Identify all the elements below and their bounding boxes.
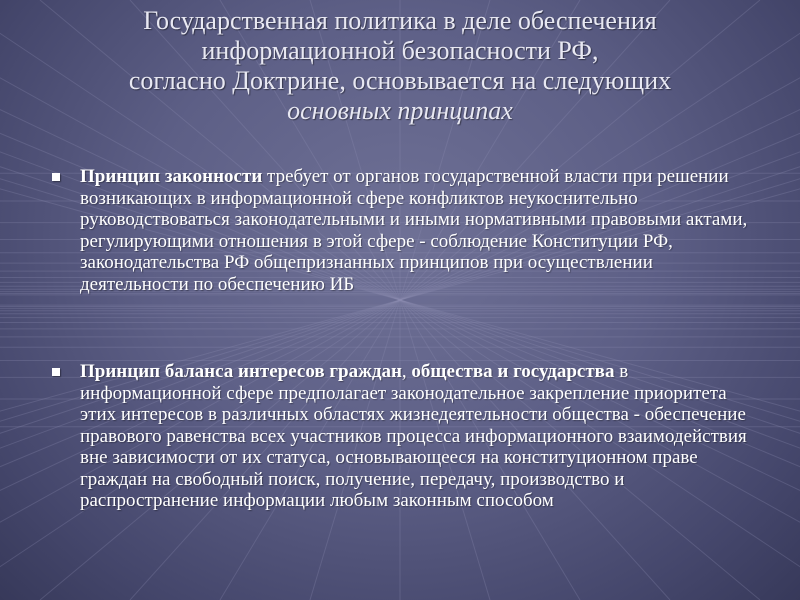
square-bullet-icon bbox=[52, 173, 60, 181]
principles-list bbox=[48, 166, 760, 512]
title-line-2: информационной безопасности РФ, bbox=[201, 36, 599, 65]
square-bullet-icon bbox=[52, 368, 60, 376]
list-item-balance bbox=[48, 361, 760, 512]
title-line-1: Государственная политика в деле обеспечения bbox=[143, 6, 657, 35]
principle-name: Принцип законности bbox=[80, 166, 263, 187]
list-item-legality bbox=[48, 166, 760, 295]
title-line-4: основных принципах bbox=[287, 96, 513, 125]
slide-title bbox=[40, 6, 760, 126]
principle-name-continued: общества и государства bbox=[411, 361, 615, 382]
principle-text: требует от органов государственной власти при решении возникающих в информационной сфере конфликтов неукоснительно руководствоваться законодательными и иными нормативными правовыми актами, регулирующими отношения в этой сфере - соблюдение Конституции РФ, законодательства РФ общепризнанных принципов при осуществлении деятельности по обеспечению ИБ bbox=[80, 166, 748, 295]
principle-text: в информационной сфере предполагает законодательное закрепление приоритета этих интересов в различных областях жизнедеятельности общества - обеспечение правового равенства всех участников процесса информационного взаимодействия вне зависимости от их статуса, основывающееся на конституционном праве граждан на свободный поиск, получение, передачу, производство и распространение информации любым законным способом bbox=[80, 361, 747, 511]
principle-separator: , bbox=[401, 361, 412, 382]
principle-name: Принцип баланса интересов граждан bbox=[80, 361, 402, 382]
title-line-3: согласно Доктрине, основывается на следующих bbox=[128, 66, 672, 95]
